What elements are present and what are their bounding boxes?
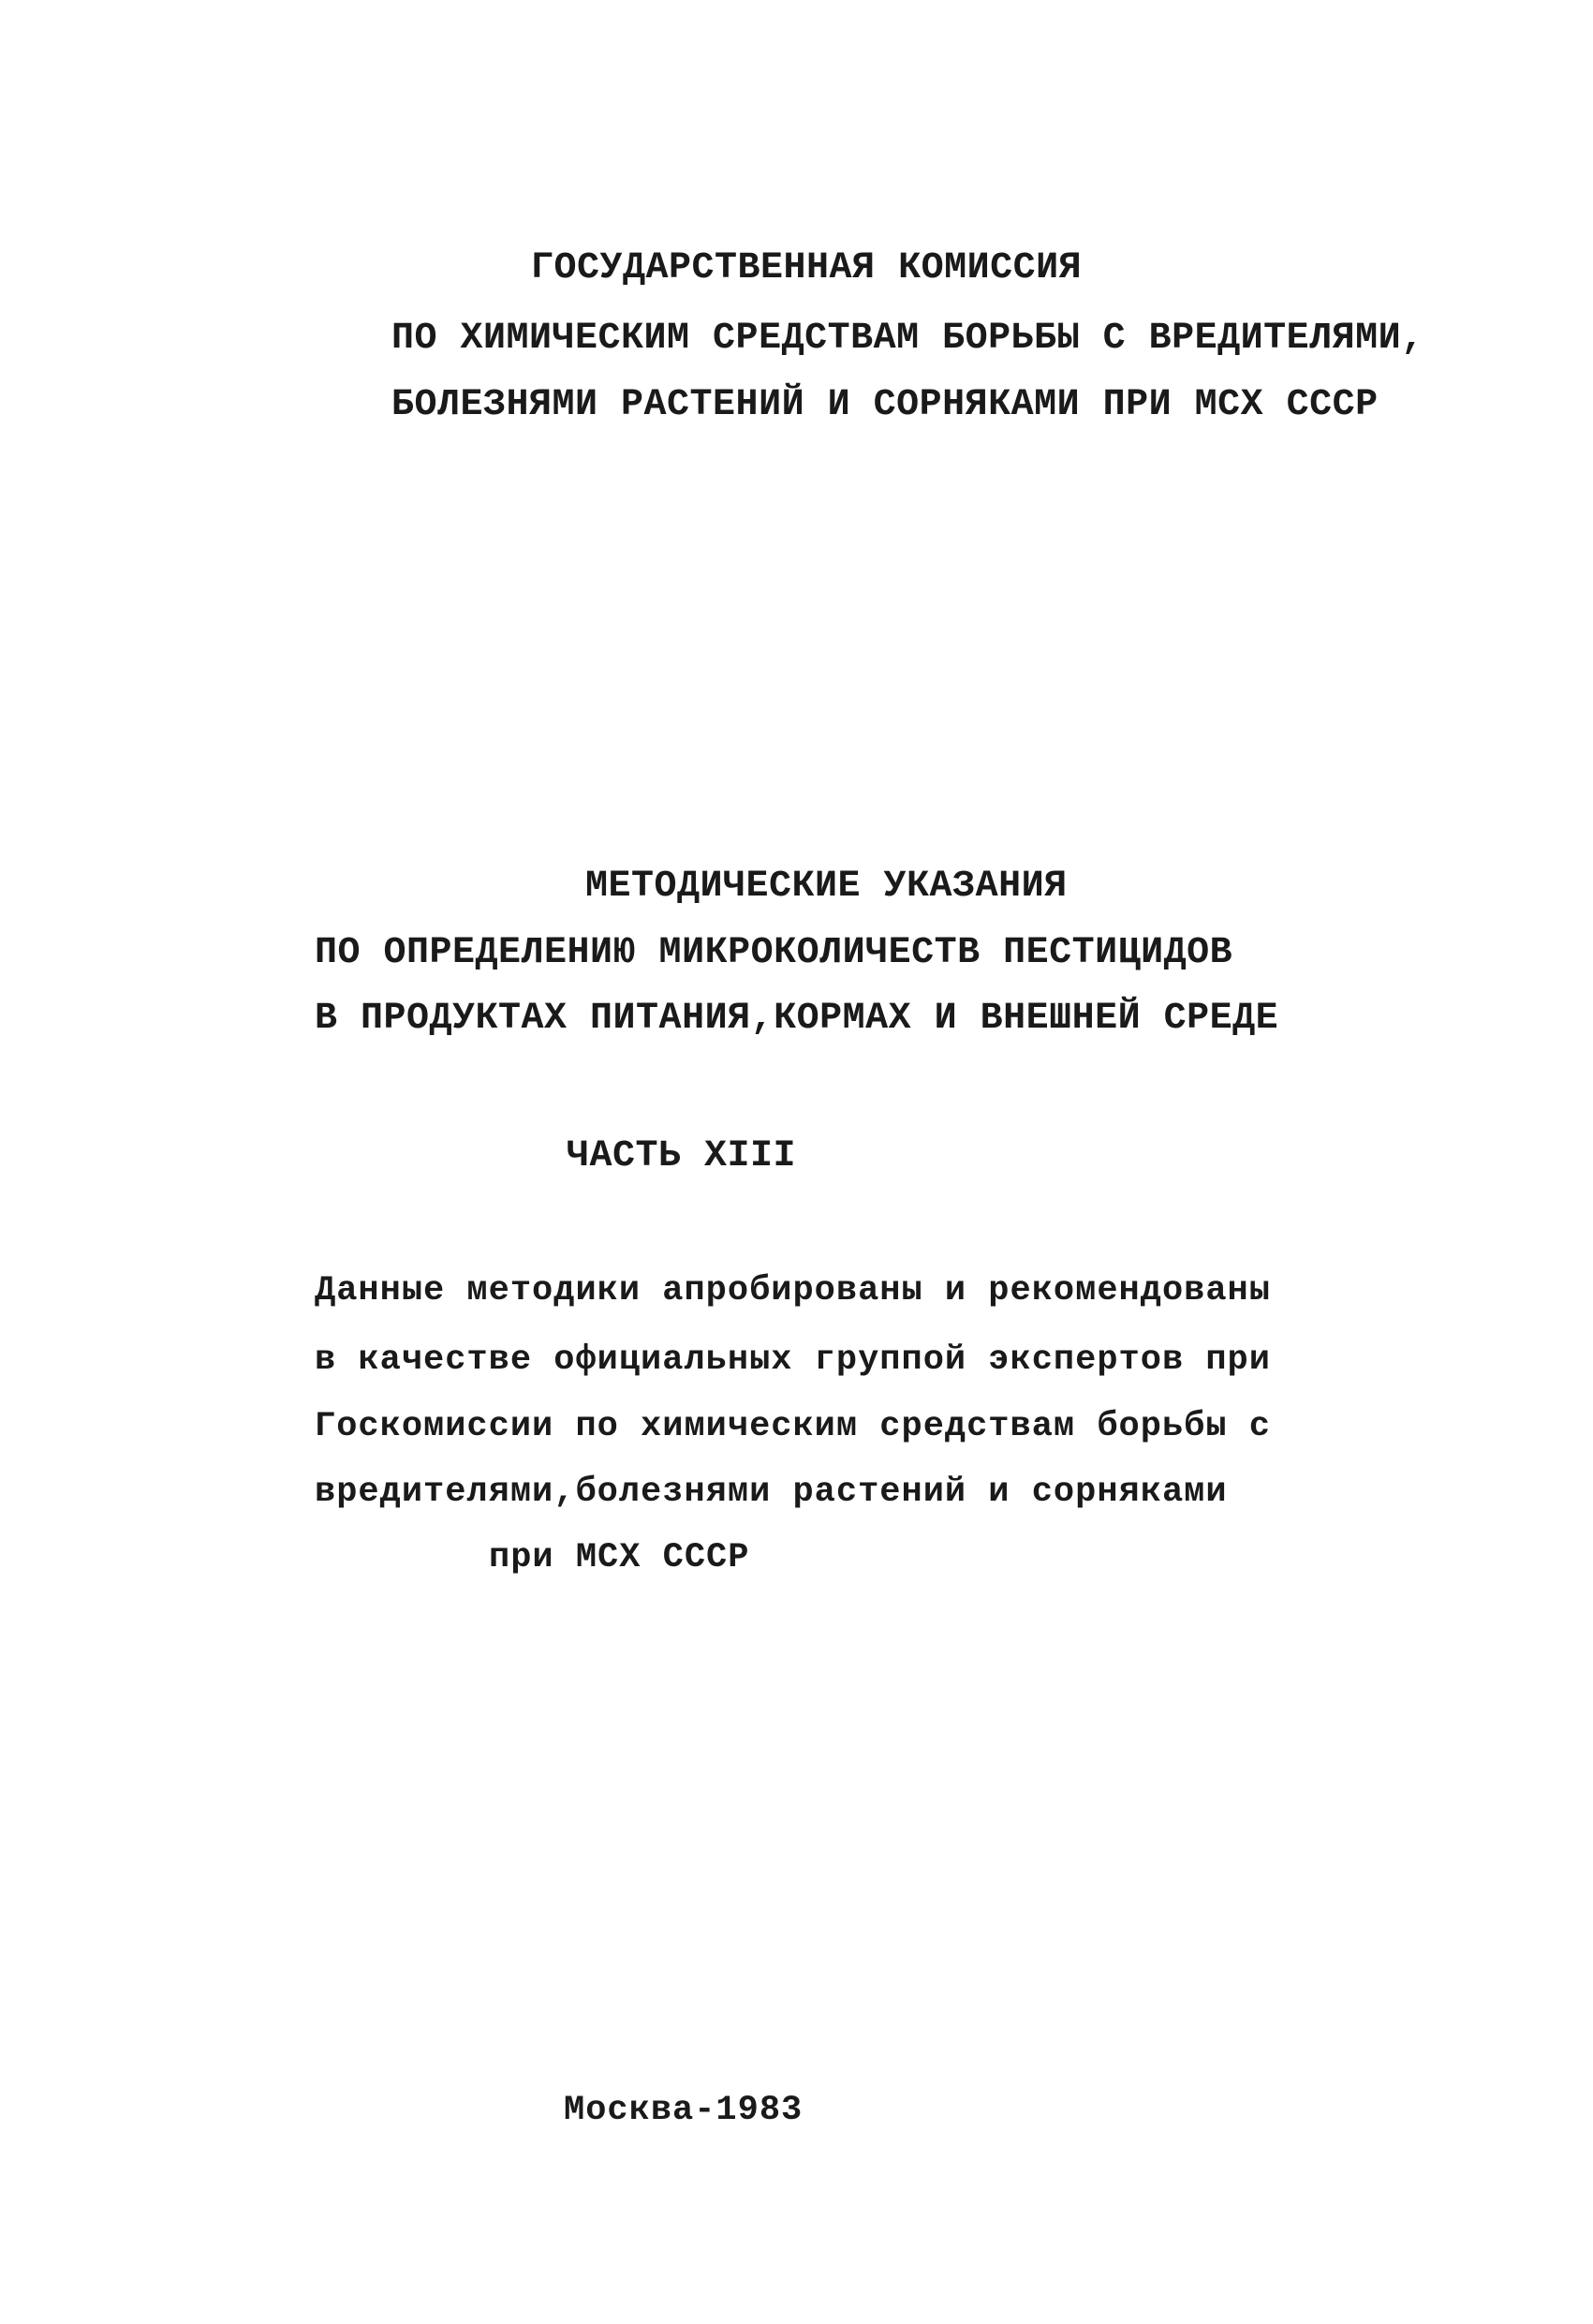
header-line-1: ГОСУДАРСТВЕННАЯ КОМИССИЯ <box>531 247 1083 289</box>
approval-line-1: Данные методики апробированы и рекомендованы <box>315 1271 1271 1310</box>
part-number: ЧАСТЬ XIII <box>567 1135 797 1177</box>
header-line-3: БОЛЕЗНЯМИ РАСТЕНИЙ И СОРНЯКАМИ ПРИ МСХ СССР <box>391 384 1379 426</box>
place-year: Москва-1983 <box>564 2091 804 2130</box>
approval-line-5: при МСХ СССР <box>489 1538 750 1577</box>
title-line-1: МЕТОДИЧЕСКИЕ УКАЗАНИЯ <box>585 866 1068 908</box>
approval-line-3: Госкомиссии по химическим средствам борьбы с <box>315 1407 1271 1446</box>
approval-line-2: в качестве официальных группой экспертов при <box>315 1340 1271 1380</box>
approval-line-4: вредителями,болезнями растений и сорняками <box>315 1473 1228 1512</box>
header-line-2: ПО ХИМИЧЕСКИМ СРЕДСТВАМ БОРЬБЫ С ВРЕДИТЕЛЯМИ, <box>391 318 1424 360</box>
title-line-3: В ПРОДУКТАХ ПИТАНИЯ,КОРМАХ И ВНЕШНЕЙ СРЕДЕ <box>315 998 1279 1040</box>
title-line-2: ПО ОПРЕДЕЛЕНИЮ МИКРОКОЛИЧЕСТВ ПЕСТИЦИДОВ <box>315 932 1233 974</box>
